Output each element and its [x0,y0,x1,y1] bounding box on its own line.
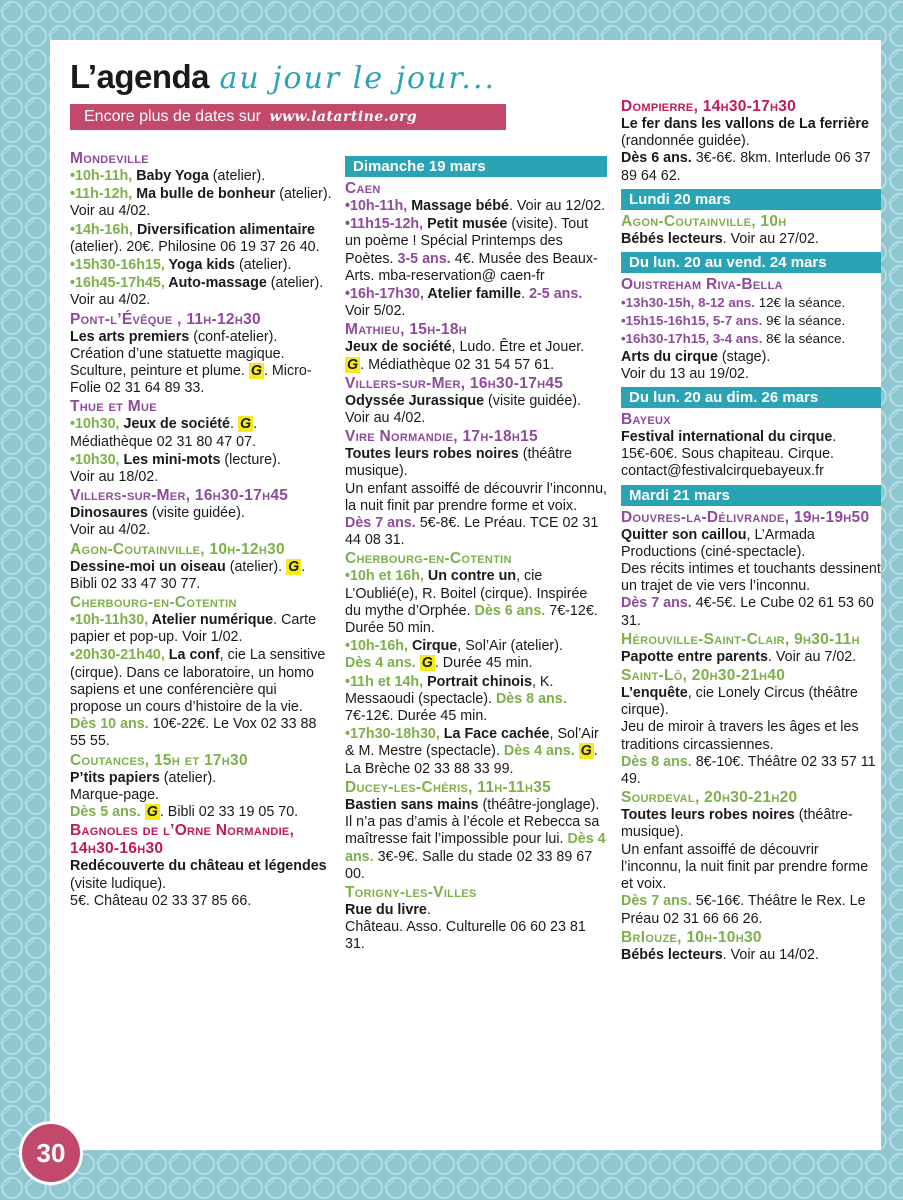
event-time: •15h15-16h15, 5-7 ans. [621,313,763,329]
event-text: , cie La sensitive (cirque). Dans ce laboratoire, un homo sapiens et une conférencière qui propose un cours d’histoire de la vie. [70,647,326,716]
event-entry [621,685,881,788]
event-entry [70,222,332,256]
event-text: Voir 5/02. [345,303,406,320]
event-text: , L’Armada Productions (ciné-spectacle). Des récits intimes et touchants dessinent un trajet de vie vers l’inconnu. [621,526,881,595]
column-2 [345,152,607,955]
event-text: (atelier). 20€. Philosine 06 19 37 26 40. [70,238,320,255]
event-title: Bébés lecteurs [621,230,723,247]
event-entry [345,797,607,883]
free-badge: G [146,804,158,821]
location-heading: Villers-sur-Mer, 16h30-17h45 [70,487,289,505]
event-title: La Face cachée [443,726,550,743]
event-text: , Ludo. Être et Jouer. [451,339,585,356]
event-time: •16h45-17h45, [70,275,169,292]
event-time: •20h30-21h40, [70,647,169,664]
event-text: . Voir au 14/02. [722,946,819,963]
event-title: Bastien sans mains [345,796,479,813]
day-header: Du lun. 20 au dim. 26 mars [621,387,881,408]
event-entry [345,726,607,778]
event-time: •10h30, [70,416,124,433]
event-title: Redécouverte du château et légendes [70,858,327,875]
event-text: , K. Messaoudi (spectacle). [345,673,554,707]
location-heading: BrIouze, 10h-10h30 [621,928,762,946]
event-entry [345,198,607,215]
event-title: L’enquête [621,685,688,702]
location-heading: Agon-Coutainville, 10h [621,212,787,230]
event-time: •10h-11h, [345,198,412,214]
location-heading: Sourdeval, 20h30-21h20 [621,789,798,807]
event-text: 10€-22€. Le Vox 02 33 88 55 55. [70,716,317,750]
event-text: 8€-10€. Théâtre 02 33 57 11 49. [621,753,876,788]
location-heading: Agon-Coutainville, 10h-12h30 [70,540,285,558]
event-title: Diversification alimentaire [136,221,315,238]
title-main: L’agenda [70,58,210,95]
event-time: •10h30, [70,451,124,468]
age-label: Dès 6 ans. [474,602,546,619]
day-header: Dimanche 19 mars [345,156,607,177]
event-title: Toutes leurs robes noires [621,807,795,824]
event-entry [70,168,332,185]
age-label: Dès 4 ans. [345,831,606,865]
event-title: Rue du livre [345,901,427,918]
event-time: •10h-11h30, [70,612,152,629]
page-title [70,58,496,96]
event-title: Cirque [411,638,458,655]
page-number: 30 [19,1121,83,1185]
event-entry [621,330,881,347]
event-text: . Médiathèque 02 31 54 57 61. [360,356,555,373]
event-text: (randonnée guidée). [621,133,750,150]
age-label: Dès 7 ans. [345,515,416,532]
event-entry [70,770,332,822]
event-entry [70,559,332,593]
location-heading: Cherbourg-en-Cotentin [70,594,237,612]
event-entry [621,807,881,927]
age-label: Dès 7 ans. [621,893,692,910]
event-text: . Médiathèque 02 31 80 47 07. [70,416,258,450]
event-entry [70,416,332,450]
location-heading: Torigny-les-Villes [345,883,477,901]
event-text: , cie Lonely Circus (théâtre cirque). Jeu de miroir à travers les âges et les traditions circassiennes. [621,685,859,753]
location-heading: Coutances, 15h et 17h30 [70,751,248,769]
event-title: Odyssée Jurassique [345,392,485,409]
age-label: Dès 8 ans. [621,753,692,770]
free-badge: G [250,363,262,380]
event-text: , Sol’Air (atelier). [457,638,563,655]
free-badge: G [580,743,592,760]
event-text: 5€-16€. Théâtre le Rex. Le Préau 02 31 66 66 26. [621,893,866,927]
event-entry [70,257,332,274]
event-title: Atelier famille [427,286,522,303]
event-title: Auto-massage [168,275,267,292]
banner-text: Encore plus de dates sur [84,108,261,125]
event-time: •15h30-16h15, [70,257,169,274]
event-title: Arts du cirque [621,348,718,365]
column-1 [70,150,332,911]
event-entry [345,286,607,320]
event-text: 3€-6€. 8km. Interlude 06 37 89 64 62. [621,150,871,184]
location-heading: Bayeux [621,411,671,429]
event-text: (atelier). [208,168,266,184]
location-heading: Cherbourg-en-Cotentin [345,550,512,568]
location-heading: Vire Normandie, 17h-18h15 [345,428,538,446]
event-entry [621,349,881,383]
event-text: 5€-8€. Le Préau. TCE 02 31 44 08 31. [345,515,599,549]
column-3 [621,98,881,965]
event-time: •16h-17h30, [345,286,428,303]
event-text: (visite ludique). 5€. Château 02 33 37 85 66. [70,875,252,909]
event-title: Quitter son caillou [621,526,747,543]
event-text: . Durée 45 min. [434,655,533,672]
event-time: •10h-16h, [345,638,412,655]
event-text: 7€-12€. Durée 50 min. [345,602,598,637]
event-title: Bébés lecteurs [621,946,723,963]
event-entry [70,612,332,646]
event-time: •17h30-18h30, [345,726,444,743]
event-text: . 15€-60€. Sous chapiteau. Cirque. contact@festivalcirquebayeux.fr [621,429,837,480]
event-text: . Voir au 12/02. [508,198,606,214]
event-text: 7€-12€. Durée 45 min. [345,708,488,725]
age-label: Dès 4 ans. [503,743,575,760]
location-heading: Mathieu, 15h-18h [345,321,467,339]
age-label: Dès 7 ans. [621,595,692,612]
event-title: Les mini-mots [123,451,221,468]
event-entry [345,638,607,672]
location-heading: Ouistreham Riva-Bella [621,276,783,294]
event-entry [345,339,607,373]
event-entry [621,294,881,311]
event-time: •16h30-17h15, 3-4 ans. [621,331,763,347]
event-title: Ma bulle de bonheur [136,186,276,203]
event-entry [621,649,881,666]
agenda-page [50,40,881,1150]
event-text: , Sol’Air & M. Mestre (spectacle). [345,726,599,760]
event-entry [345,568,607,637]
age-label: 2-5 ans. [529,286,583,303]
age-label: Dès 4 ans. [345,655,416,672]
event-text: (atelier). Voir au 4/02. [70,186,332,220]
event-title: Massage bébé [411,198,509,214]
event-text: 8€ la séance. [762,331,846,347]
event-text: . Bibli 02 33 47 30 77. [70,558,306,592]
event-time: •11h-12h, [70,186,137,203]
event-entry [621,947,881,964]
event-text: 4€-5€. Le Cube 02 61 53 60 31. [621,595,874,629]
event-entry [621,527,881,630]
event-title: La conf [168,647,220,664]
location-heading: Saint-Lô, 20h30-21h40 [621,667,786,685]
event-text: . Bibli 02 33 19 05 70. [159,804,299,821]
location-heading: Dompierre, 14h30-17h30 [621,98,797,115]
event-entry [621,116,881,185]
event-text: (théâtre-jonglage). Il n’a pas d’amis à l’école et Rebecca sa maîtresse fait l’impossible pour lui. [345,796,600,848]
location-heading: Caen [345,180,381,197]
event-title: Petit musée [427,216,508,233]
event-entry [621,231,881,248]
location-heading: Thue et Mue [70,398,157,416]
event-text: (visite). Tout un poème ! Spécial Printemps des Poètes. [345,216,589,267]
event-title: Festival international du cirque [621,429,833,446]
event-title: Le fer dans les vallons de La ferrière [621,116,869,132]
event-title: Toutes leurs robes noires [345,446,519,463]
event-entry [70,275,332,309]
event-title: Dessine-moi un oiseau [70,558,226,575]
event-entry [345,216,607,285]
event-text: (atelier). Voir au 4/02. [70,275,324,309]
event-text: . La Brèche 02 33 88 33 99. [345,743,598,777]
event-title: Jeux de société [345,339,452,356]
event-text: (théâtre-musique). Un enfant assoiffé de découvrir l’inconnu, la nuit finit par prendre forme et voix. [621,807,869,893]
event-time: •11h et 14h, [345,673,428,690]
banner-url-link[interactable]: www.latartine.org [269,109,418,125]
event-text: (atelier). Marque-page. [70,769,217,803]
event-text: 9€ la séance. [762,313,846,329]
event-title: P’tits papiers [70,769,160,786]
location-heading: Douvres-la-Délivrande, 19h-19h50 [621,508,870,526]
event-text: (conf-atelier). Création d’une statuette magique. Sculture, peinture et plume. [70,328,285,380]
event-entry [70,329,332,398]
event-time: •11h15-12h, [345,216,428,233]
event-time: •10h et 16h, [345,568,428,585]
event-entry [70,505,332,539]
event-text: , cie L’Oublié(e), R. Boitel (cirque). Inspirée du mythe d’Orphée. [345,568,588,619]
event-title: Les arts premiers [70,328,190,345]
event-text: (visite guidée). Voir au 4/02. [70,505,245,539]
event-text: (atelier). [225,558,287,575]
day-header: Lundi 20 mars [621,189,881,210]
event-text: 4€. Musée des Beaux-Arts. mba-reservation@ caen-fr [345,250,598,284]
event-title: Atelier numérique [151,612,274,629]
event-entry [345,674,607,726]
event-entry [345,902,607,954]
age-label: Dès 5 ans. [70,804,141,821]
day-header: Mardi 21 mars [621,485,881,506]
location-heading: Ducey-les-Chéris, 11h-11h35 [345,778,552,796]
event-title: Dinosaures [70,505,148,522]
location-heading: Bagnoles de l’Orne Normandie, 14h30-16h30 [70,822,295,858]
website-banner [70,104,506,130]
event-title: Portrait chinois [427,673,532,690]
title-script: au jour le jour... [219,61,497,96]
event-text: 12€ la séance. [755,295,846,311]
event-entry [345,446,607,549]
event-text: (stage). Voir du 13 au 19/02. [621,348,771,382]
event-entry [70,647,332,750]
event-time: •14h-16h, [70,221,137,238]
location-heading: Hérouville-Saint-Clair, 9h30-11h [621,630,860,648]
event-time: •10h-11h, [70,168,137,184]
event-entry [70,858,332,910]
event-text: (lecture). Voir au 18/02. [70,451,281,486]
event-entry [345,393,607,427]
free-badge: G [288,558,300,575]
age-label: 3-5 ans. [397,250,451,267]
event-title: Yoga kids [168,257,236,274]
age-label: Dès 6 ans. [621,150,692,167]
age-label: Dès 10 ans. [70,716,149,733]
event-time: •13h30-15h, 8-12 ans. [621,295,756,311]
event-entry [70,452,332,486]
event-text: . Voir au 27/02. [722,230,819,247]
event-text: . Château. Asso. Culturelle 06 60 23 81 31. [345,901,586,953]
free-badge: G [421,655,433,672]
event-entry [70,186,332,220]
free-badge: G [347,356,359,373]
location-heading: Villers-sur-Mer, 16h30-17h45 [345,374,564,392]
event-text: . Carte papier et pop-up. Voir 1/02. [70,612,317,646]
free-badge: G [239,416,252,433]
location-heading: Pont-l’Évêque , 11h-12h30 [70,310,261,328]
age-label: Dès 8 ans. [495,690,567,707]
event-text: . [521,286,530,303]
day-header: Du lun. 20 au vend. 24 mars [621,252,881,273]
event-text: (visite guidée). Voir au 4/02. [345,392,582,427]
event-title: Jeux de société [123,416,230,433]
event-title: Baby Yoga [136,168,209,184]
event-text: . Voir au 7/02. [767,648,857,665]
event-text: . [230,416,238,433]
event-title: Papotte entre parents [621,648,768,665]
event-title: Un contre un [427,568,517,585]
event-entry [621,429,881,481]
event-text: (théâtre musique). Un enfant assoiffé de découvrir l’inconnu, la nuit finit par prendre forme et voix. [345,446,608,514]
event-text: . Micro-Folie 02 31 64 89 33. [70,363,312,397]
location-heading: Mondeville [70,150,149,167]
event-text: 3€-9€. Salle du stade 02 33 89 67 00. [345,848,593,882]
event-text: (atelier). [235,257,292,274]
event-entry [621,312,881,329]
